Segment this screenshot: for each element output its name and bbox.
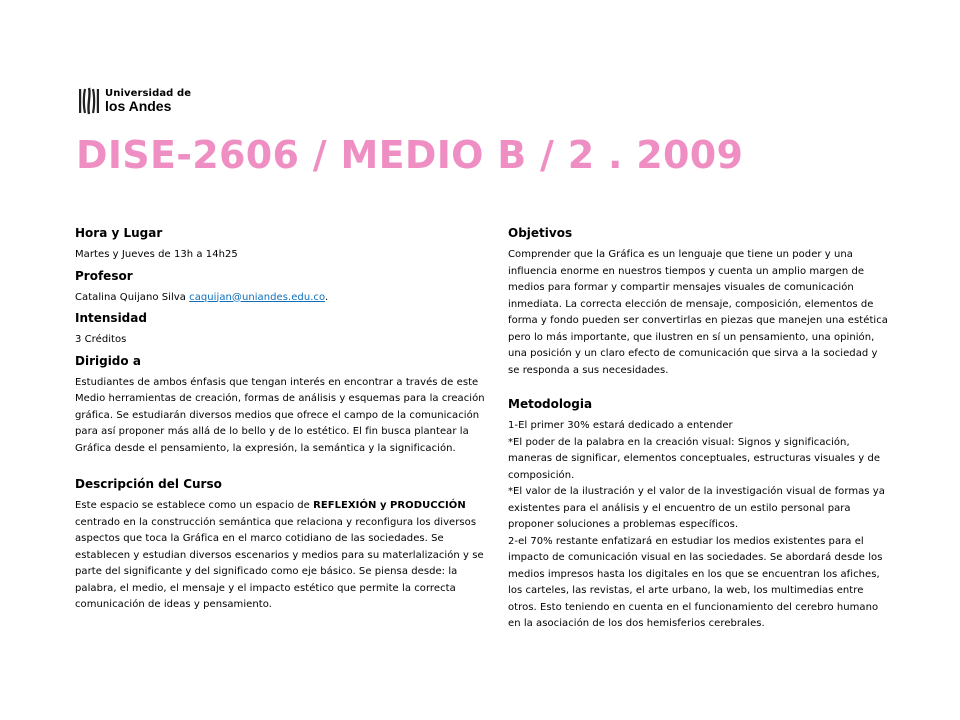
descripcion-text — [75, 498, 485, 614]
university-logo — [78, 86, 191, 116]
descripcion-text-after: centrado en la construcción semántica que relaciona y reconfigura los diversos aspectos que toca la Gráfica en el marco cotidiano de las sociedades. Se establecen y estudian diversos escenarios y medios para su materlalización y se parte del significante y del significado como eje básico. Se piensa desde: la palabra, el medio, el mensaje y el impacto estético que permite la correcta comunicación de ideas y pensamiento. — [75, 516, 484, 610]
right-column — [508, 226, 888, 639]
dirigido-text: Estudiantes de ambos énfasis que tengan interés en encontrar a través de este Medio herramientas de creación, formas de análisis y esquemas para la creación gráfica. Se estudiarán diversos medios que ofrece el campo de la comunicación para así proponer más allá de lo bello y de lo estético. El fin busca plantear la Gráfica desde el pensamiento, la expresión, la semántica y la significación. — [75, 376, 485, 454]
objetivos-text: Comprender que la Gráfica es un lenguaje que tiene un poder y una influencia enorme en nuestros tiempos y cuenta un amplio margen de medios para formar y compartir mensajes visuales de comunicación inmediata. La correcta elección de mensaje, composición, elementos de forma y fondo pueden ser convertirlas en piezas que manejen una estética pero lo más importante, que ilustren en sí un pensamiento, una opinión, una posición y un claro efecto de comunicación que sirva a la sociedad y se responda a sus necesidades. — [508, 249, 888, 376]
metodologia-p2: *El poder de la palabra en la creación visual: Signos y significación, maneras de significar, elementos conceptuales, estructuras visuales y de composición. — [508, 436, 881, 481]
metodologia-p3: *El valor de la ilustración y el valor de la investigación visual de formas ya existentes para el análisis y el encuentro de un estilo personal para proponer soluciones a problemas específicos. — [508, 486, 885, 530]
descripcion-text-before: Este espacio se establece como un espacio de — [75, 500, 314, 511]
dirigido-heading: Dirigido a — [75, 353, 141, 368]
intensidad-text: 3 Créditos — [75, 334, 127, 345]
metodologia-p4: 2-el 70% restante enfatizará en estudiar los medios existentes para el impacto de comunicación visual en las sociedades. Se abordará desde los medios impresos hasta los digitales en los que se encuentran los afiches, los carteles, las revistas, el arte urbano, la web, los multimedias entre otros. Esto teniendo en cuenta en el funcionamiento del cerebro humano en la asociación de los dos hemisferios cerebrales. — [508, 535, 883, 629]
intensidad-heading: Intensidad — [75, 311, 147, 325]
hora-heading: Hora y Lugar — [75, 226, 163, 240]
descripcion-bold: REFLEXIÓN y PRODUCCIÓN — [313, 500, 466, 511]
descripcion-heading: Descripción del Curso — [75, 477, 222, 491]
profesor-after: . — [324, 291, 329, 303]
profesor-text — [75, 290, 485, 307]
los-andes-emblem-icon — [78, 86, 100, 116]
logo-line1: Universidad de — [105, 88, 192, 99]
metodologia-p1: 1-El primer 30% estará dedicado a entender — [508, 420, 733, 431]
logo-line2: los Andes — [105, 98, 172, 114]
metodologia-heading: Metodologia — [508, 397, 593, 411]
left-column — [75, 226, 485, 620]
hora-text: Martes y Jueves de 13h a 14h25 — [75, 249, 238, 260]
metodologia-text — [508, 418, 888, 633]
profesor-heading: Profesor — [75, 268, 133, 283]
profesor-email-link[interactable]: caquijan@uniandes.edu.co — [189, 291, 325, 303]
objetivos-heading: Objetivos — [508, 226, 573, 240]
page-title: DISE-2606 / MEDIO B / 2 . 2009 — [76, 133, 744, 177]
profesor-name: Catalina Quijano Silva — [75, 291, 190, 303]
